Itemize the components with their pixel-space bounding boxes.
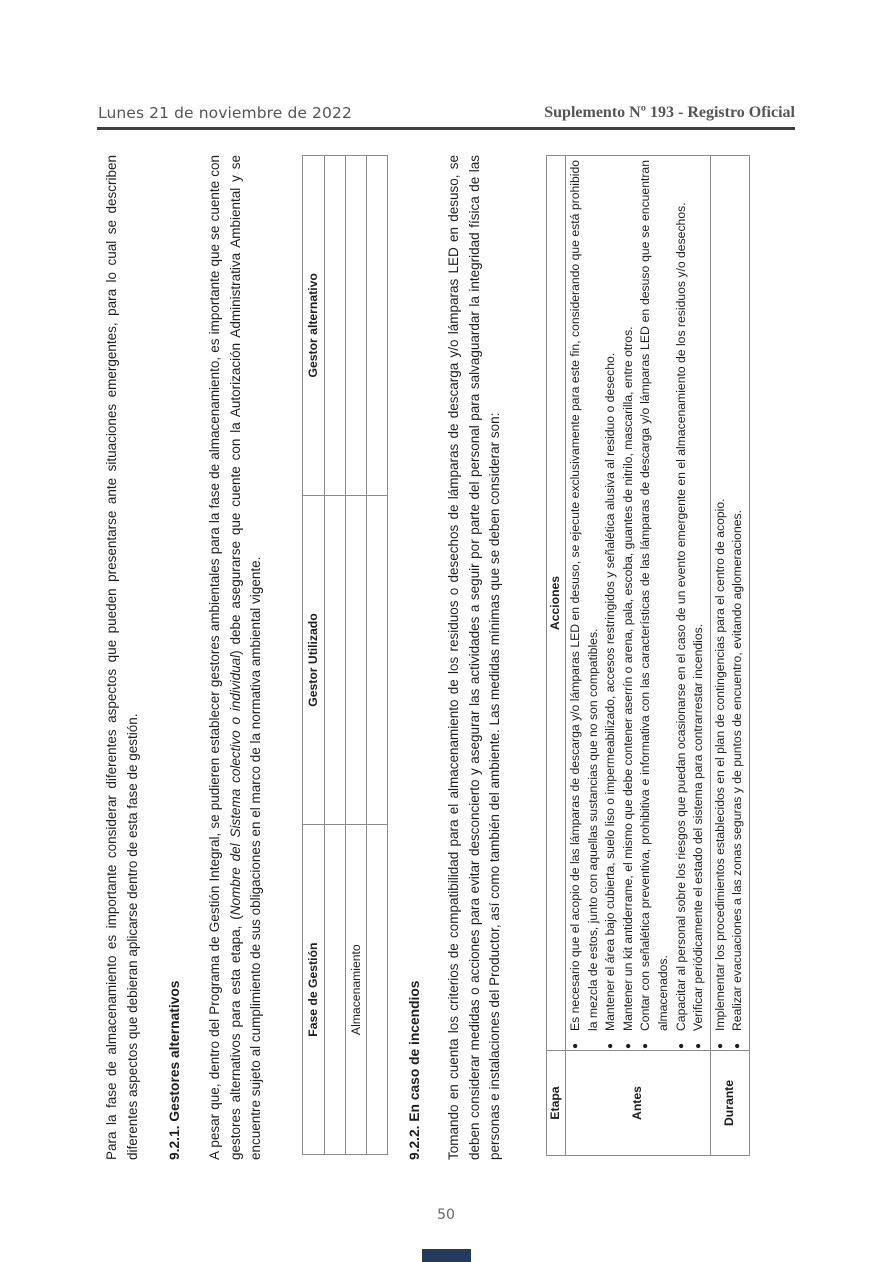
list-item: ● Mantener el área bajo cubierta, suelo liso o impermeabilizado, accesos restringidos y señalética alusiva al residuo o desecho.	[602, 160, 620, 1031]
table-cell	[367, 156, 388, 496]
incendios-paragraph: Tomando en cuenta los criterios de compatibilidad para el almacenamiento de los residuos o desechos de lámparas de descarga y/o lámparas LED en desuso, se deben considerar medidas o acciones para evitar desconcierto y asegurar las actividades a seguir por parte del personal para salvaguardar la integridad física de las personas e instalaciones del Productor, así como también del ambiente. Las medidas mínimas que se deben considerar son:	[446, 155, 502, 1160]
footer-bar	[422, 1249, 471, 1262]
table-cell	[345, 156, 367, 496]
gestores-table-header: Fase de Gestión	[303, 825, 325, 1155]
gestores-paragraph	[205, 155, 267, 1160]
actions-table-header: Acciones	[547, 156, 566, 1051]
list-item: ● Mantener un kit antiderrame, el mismo que debe contener aserrín o arena, pala, escoba, guantes de nitrilo, mascarilla, entre otros.	[620, 160, 638, 1031]
actions-table	[546, 155, 750, 1156]
stage-cell: Antes	[566, 1051, 711, 1156]
gestores-table-header-row	[303, 156, 325, 1155]
action-list	[567, 160, 708, 1046]
section-heading-incendios: 9.2.2. En caso de incendios	[407, 980, 422, 1160]
gestores-table-header: Gestor Utilizado	[303, 495, 325, 825]
actions-table-header-row	[547, 156, 566, 1156]
intro-paragraph: Para la fase de almacenamiento es importante considerar diferentes aspectos que pueden presentarse ante situaciones emergentes, para lo cual se describen diferentes aspectos que debieran aplicarse dentro de esta fase de gestión.	[104, 155, 140, 1160]
list-item: ● Verificar periódicamente el estado del sistema para contrarrestar incendios.	[690, 160, 708, 1031]
list-item: ● Implementar los procedimientos establecidos en el plan de contingencias para el centro de acopio.	[712, 160, 730, 1031]
section-heading-gestores: 9.2.1. Gestores alternativos	[167, 980, 182, 1160]
gestores-table-header: Gestor alternativo	[303, 156, 325, 496]
rotated-content	[102, 155, 782, 1160]
actions-table-header: Etapa	[547, 1051, 566, 1156]
actions-cell	[710, 156, 749, 1051]
page-number: 50	[437, 1207, 455, 1223]
gestores-table	[302, 155, 388, 1155]
table-row	[710, 156, 749, 1156]
gestores-text-italic: Nombre del Sistema colectivo o individual	[227, 654, 243, 916]
header-date: Lunes 21 de noviembre de 2022	[98, 104, 352, 122]
list-item: ● Contar con señalética preventiva, prohibitiva e informativa con las características de las lámparas de descarga y/o lámparas LED en desuso que se encuentran almacenados.	[637, 160, 672, 1031]
actions-cell	[566, 156, 711, 1051]
table-cell: Almacenamiento	[345, 825, 367, 1155]
table-row	[345, 156, 367, 1155]
header-publication: Suplemento Nº 193 - Registro Oficial	[544, 104, 795, 121]
list-item: ● Realizar evacuaciones a las zonas seguras y de puntos de encuentro, evitando aglomeraciones.	[729, 160, 747, 1031]
list-item: ● Capacitar al personal sobre los riesgos que puedan ocasionarse en el caso de un evento emergente en el almacenamiento de los residuos y/o desechos.	[673, 160, 691, 1031]
table-row	[324, 156, 345, 1155]
table-row	[566, 156, 711, 1156]
table-row	[367, 156, 388, 1155]
gestores-text-b: ) debe asegurarse que cuente con la Autorización Administrativa Ambiental y se encuentre sujeto al cumplimiento de sus obligaciones en el marco de la normativa ambiental vigente.	[227, 155, 263, 1160]
header-divider	[97, 127, 795, 130]
table-cell	[324, 495, 345, 825]
stage-cell: Durante	[710, 1051, 749, 1156]
table-cell	[367, 495, 388, 825]
list-item: ● Es necesario que el acopio de las lámparas de descarga y/o lámparas LED en desuso, se ejecute exclusivamente para este fin, considerando que está prohibido la mezcla de estos, junto con aquellas sustancias que no son compatibles.	[567, 160, 602, 1031]
table-cell	[324, 156, 345, 496]
table-cell	[367, 825, 388, 1155]
table-cell	[324, 825, 345, 1155]
table-cell	[345, 495, 367, 825]
gestores-text-a: A pesar que, dentro del Programa de Gestión Integral, se pudieren establecer gestores ambientales para la fase de almacenamiento, es importante que se cuente con gestores alternativos para esta etapa, (	[207, 155, 243, 1160]
action-list	[712, 160, 747, 1046]
